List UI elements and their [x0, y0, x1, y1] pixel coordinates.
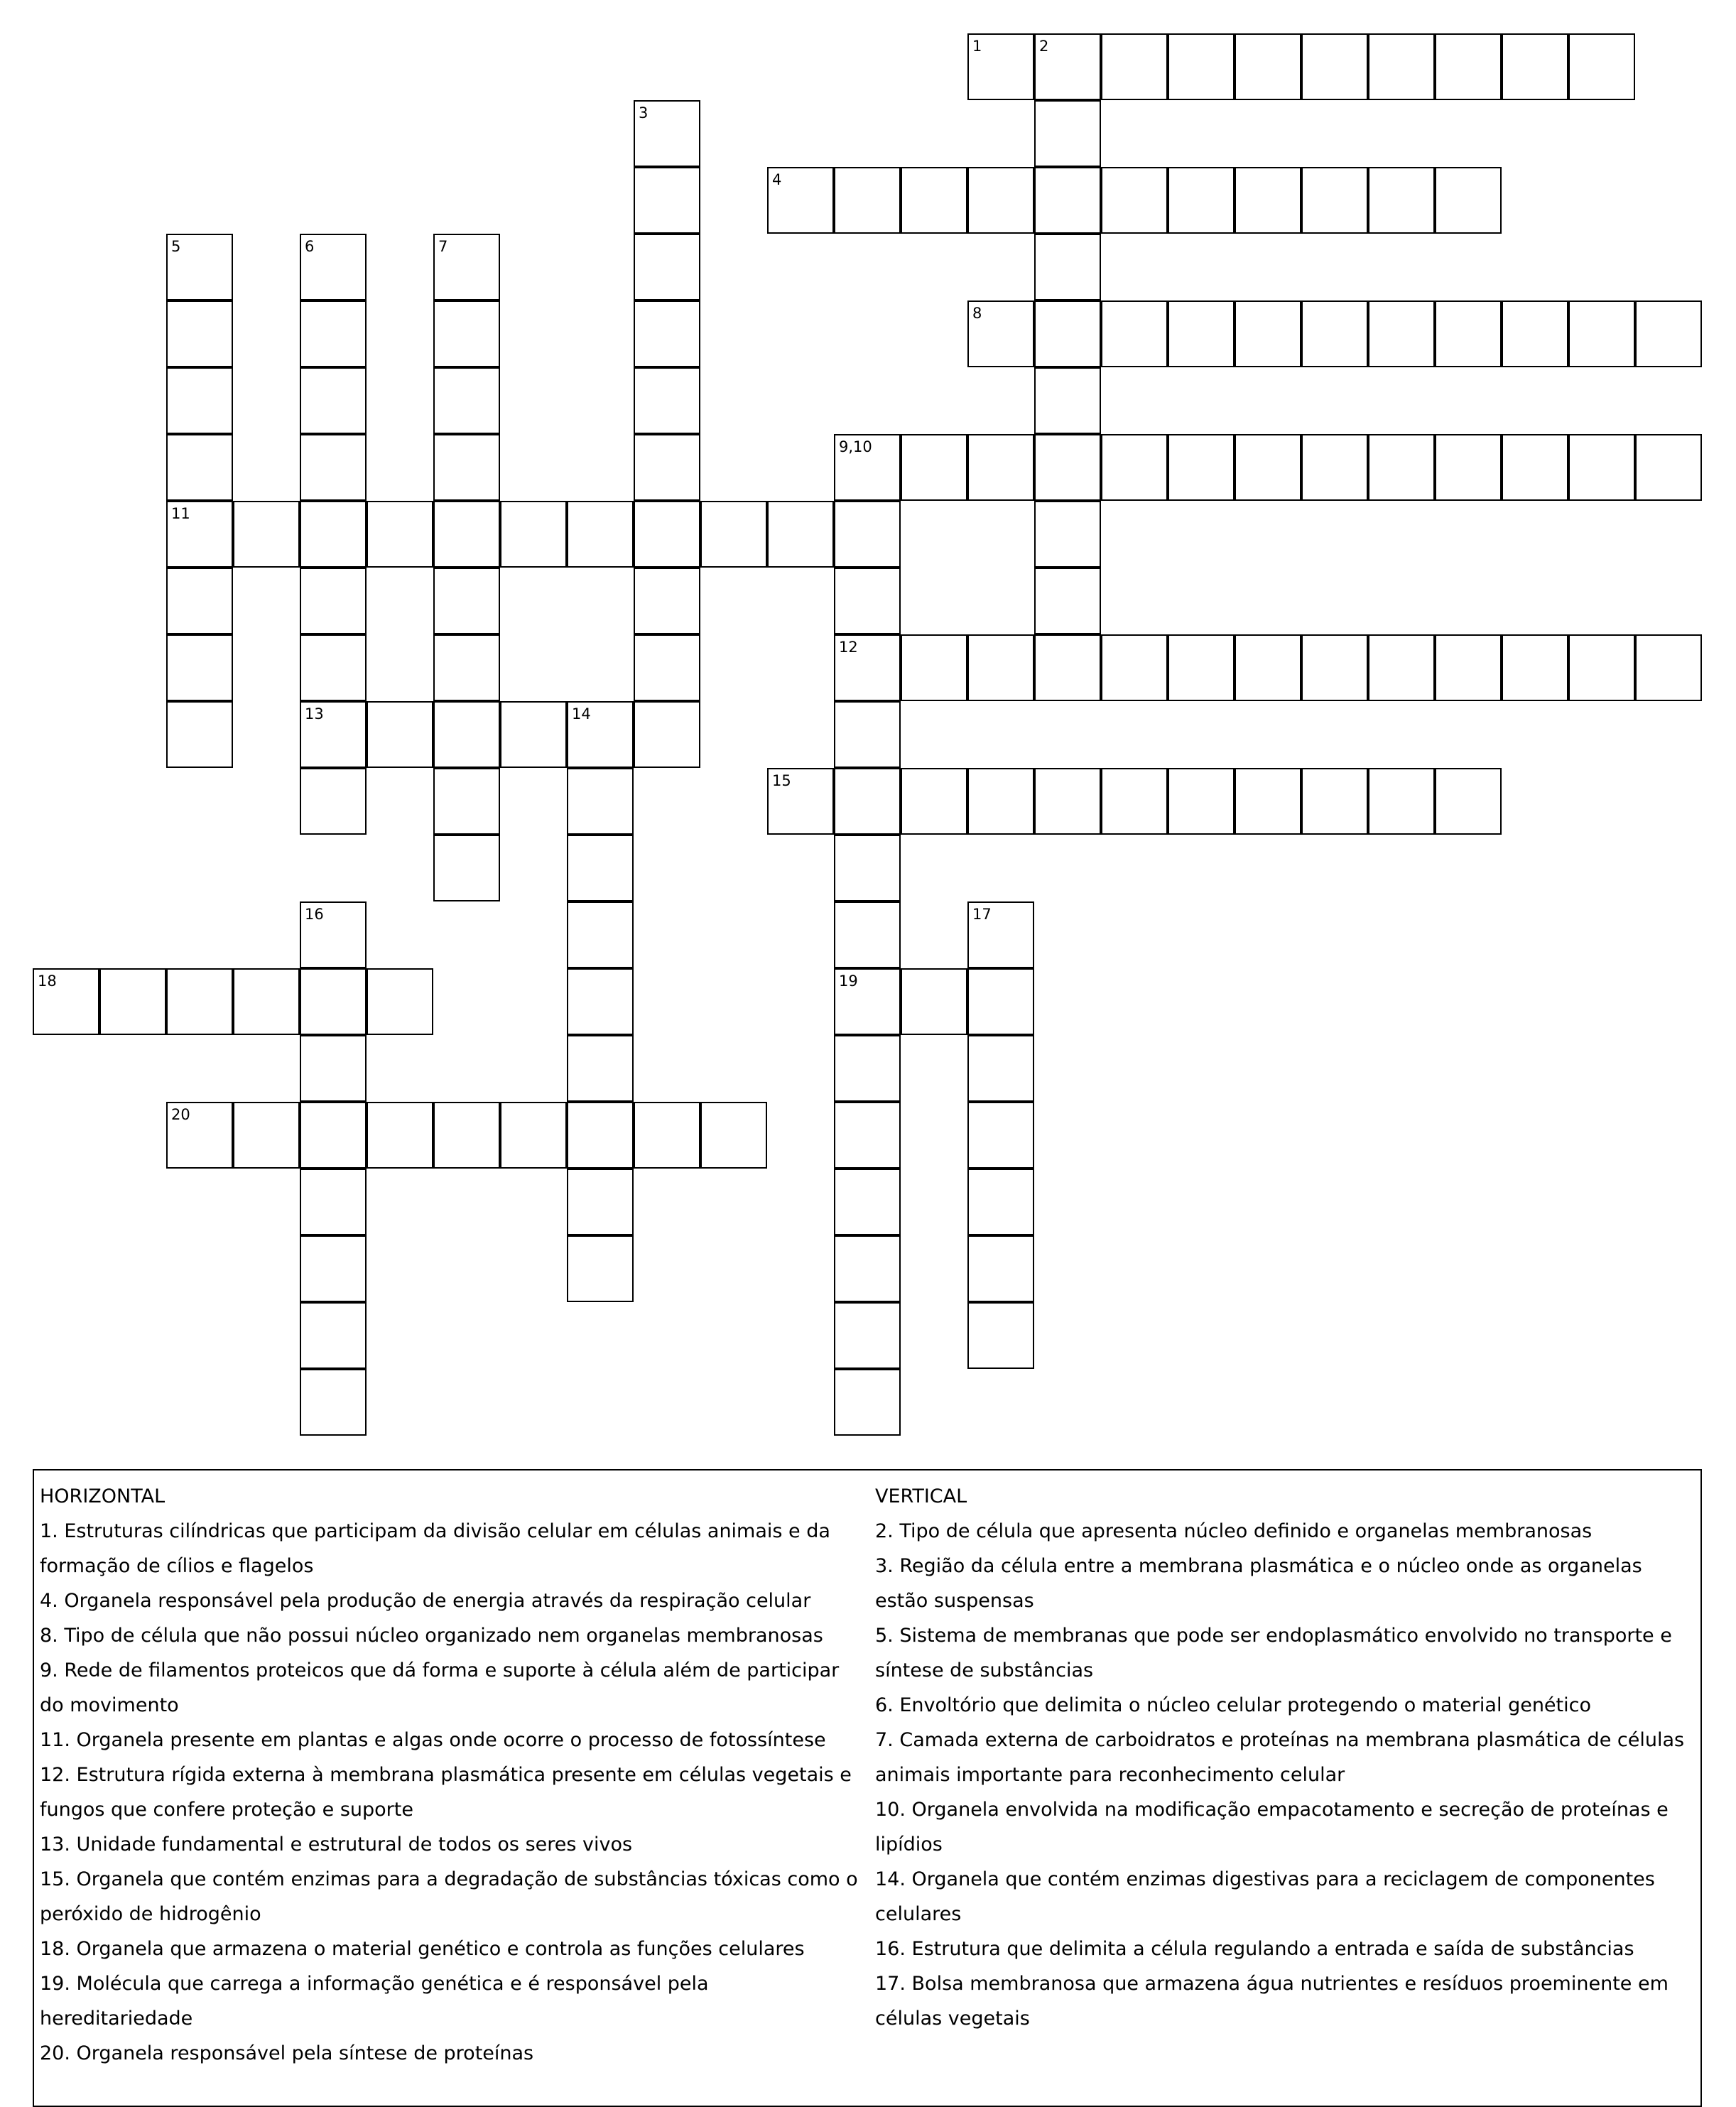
grid-cell[interactable] — [634, 367, 700, 434]
grid-cell[interactable] — [567, 1169, 634, 1235]
grid-cell[interactable] — [1635, 300, 1702, 367]
grid-cell[interactable] — [567, 835, 634, 901]
grid-cell[interactable] — [433, 835, 500, 901]
grid-cell[interactable] — [1368, 768, 1435, 835]
grid-cell[interactable] — [1502, 33, 1568, 100]
grid-cell[interactable] — [834, 568, 901, 634]
grid-cell[interactable] — [634, 167, 700, 234]
grid-cell[interactable] — [834, 901, 901, 968]
grid-cell[interactable] — [834, 1302, 901, 1369]
grid-cell[interactable] — [567, 901, 634, 968]
grid-cell[interactable] — [1034, 234, 1101, 300]
grid-cell[interactable] — [567, 501, 634, 568]
grid-cell[interactable] — [1101, 768, 1168, 835]
clue-v5: 5. Sistema de membranas que pode ser endoplasmático envolvido no transporte e síntese de substâncias — [875, 1625, 1672, 1681]
grid-cell[interactable] — [300, 1369, 367, 1436]
grid-cell[interactable] — [99, 968, 166, 1035]
clue-number: 20 — [171, 1106, 190, 1123]
clue-v6: 6. Envoltório que delimita o núcleo celular protegendo o material genético — [875, 1694, 1591, 1716]
grid-cell[interactable] — [834, 434, 901, 501]
grid-cell[interactable] — [1502, 434, 1568, 501]
clue-v2: 2. Tipo de célula que apresenta núcleo definido e organelas membranosas — [875, 1520, 1593, 1542]
grid-cell[interactable] — [300, 300, 367, 367]
grid-cell[interactable] — [967, 768, 1034, 835]
grid-cell[interactable] — [1034, 100, 1101, 167]
clue-number: 4 — [772, 171, 782, 188]
grid-cell[interactable] — [834, 634, 901, 701]
grid-cell[interactable] — [433, 367, 500, 434]
clue-h20: 20. Organela responsável pela síntese de proteínas — [40, 2042, 534, 2064]
grid-cell[interactable] — [967, 1235, 1034, 1302]
clue-number: 5 — [171, 238, 181, 255]
grid-cell[interactable] — [1034, 568, 1101, 634]
grid-cell[interactable] — [1034, 634, 1101, 701]
grid-cell[interactable] — [1168, 768, 1235, 835]
grid-cell[interactable] — [166, 501, 233, 568]
grid-cell[interactable] — [1301, 167, 1368, 234]
grid-cell[interactable] — [433, 568, 500, 634]
grid-cell[interactable] — [834, 835, 901, 901]
grid-cell[interactable] — [300, 1169, 367, 1235]
grid-cell[interactable] — [367, 501, 433, 568]
grid-cell[interactable] — [834, 1369, 901, 1436]
grid-cell[interactable] — [1435, 33, 1502, 100]
grid-cell[interactable] — [1168, 167, 1235, 234]
grid-cell[interactable] — [634, 501, 700, 568]
grid-cell[interactable] — [433, 634, 500, 701]
grid-cell[interactable] — [300, 234, 367, 300]
horizontal-clues — [40, 1479, 864, 2071]
grid-cell[interactable] — [567, 968, 634, 1035]
grid-cell[interactable] — [834, 968, 901, 1035]
grid-cell[interactable] — [567, 768, 634, 835]
clue-number: 3 — [639, 104, 649, 121]
grid-cell[interactable] — [967, 901, 1034, 968]
grid-cell[interactable] — [834, 701, 901, 768]
grid-cell[interactable] — [967, 1102, 1034, 1169]
grid-cell[interactable] — [433, 768, 500, 835]
grid-cell[interactable] — [901, 634, 967, 701]
clue-number: 8 — [972, 305, 982, 322]
grid-cell[interactable] — [1368, 634, 1435, 701]
grid-cell[interactable] — [166, 300, 233, 367]
grid-cell[interactable] — [1301, 634, 1368, 701]
grid-cell[interactable] — [1635, 634, 1702, 701]
clue-number: 18 — [38, 973, 57, 990]
clue-h9: 9. Rede de filamentos proteicos que dá forma e suporte à célula além de participar do movimento — [40, 1659, 840, 1716]
grid-cell[interactable] — [901, 167, 967, 234]
grid-cell[interactable] — [700, 1102, 767, 1169]
grid-cell[interactable] — [300, 501, 367, 568]
clue-v7: 7. Camada externa de carboidratos e proteínas na membrana plasmática de células animais importante para reconhecimento celular — [875, 1729, 1685, 1786]
grid-cell[interactable] — [834, 1035, 901, 1102]
clue-number: 15 — [772, 772, 791, 789]
clue-number: 6 — [305, 238, 315, 255]
grid-cell[interactable] — [1502, 300, 1568, 367]
grid-cell[interactable] — [1168, 33, 1235, 100]
clue-h11: 11. Organela presente em plantas e algas onde ocorre o processo de fotossíntese — [40, 1729, 826, 1751]
grid-cell[interactable] — [1034, 501, 1101, 568]
grid-cell[interactable] — [166, 434, 233, 501]
grid-cell[interactable] — [1568, 33, 1635, 100]
grid-cell[interactable] — [433, 501, 500, 568]
grid-cell[interactable] — [300, 901, 367, 968]
clue-h18: 18. Organela que armazena o material genético e controla as funções celulares — [40, 1938, 805, 1960]
grid-cell[interactable] — [1301, 768, 1368, 835]
grid-cell[interactable] — [166, 367, 233, 434]
clue-number: 17 — [972, 906, 992, 923]
clue-h15: 15. Organela que contém enzimas para a degradação de substâncias tóxicas como o peróxido de hidrogênio — [40, 1868, 858, 1925]
clue-number: 2 — [1039, 38, 1049, 55]
clue-number: 9,10 — [839, 438, 872, 455]
grid-cell[interactable] — [767, 167, 834, 234]
grid-cell[interactable] — [166, 568, 233, 634]
grid-cell[interactable] — [567, 1035, 634, 1102]
grid-cell[interactable] — [967, 434, 1034, 501]
grid-cell[interactable] — [1101, 300, 1168, 367]
clue-h8: 8. Tipo de célula que não possui núcleo organizado nem organelas membranosas — [40, 1625, 823, 1647]
grid-cell[interactable] — [300, 968, 367, 1035]
clue-box — [33, 1469, 1702, 2107]
grid-cell[interactable] — [634, 701, 700, 768]
grid-cell[interactable] — [767, 768, 834, 835]
grid-cell[interactable] — [233, 1102, 300, 1169]
grid-cell[interactable] — [1235, 167, 1301, 234]
grid-cell[interactable] — [700, 501, 767, 568]
grid-cell[interactable] — [834, 1235, 901, 1302]
clue-h19: 19. Molécula que carrega a informação genética e é responsável pela hereditariedade — [40, 1973, 709, 2030]
horizontal-heading: HORIZONTAL — [40, 1485, 166, 1507]
clue-v16: 16. Estrutura que delimita a célula regulando a entrada e saída de substâncias — [875, 1938, 1634, 1960]
clue-number: 16 — [305, 906, 324, 923]
grid-cell[interactable] — [1034, 434, 1101, 501]
grid-cell[interactable] — [967, 33, 1034, 100]
grid-cell[interactable] — [1235, 434, 1301, 501]
clue-number: 7 — [438, 238, 448, 255]
clue-v14: 14. Organela que contém enzimas digestivas para a reciclagem de componentes celulares — [875, 1868, 1655, 1925]
grid-cell[interactable] — [1301, 434, 1368, 501]
grid-cell[interactable] — [1101, 33, 1168, 100]
grid-cell[interactable] — [834, 501, 901, 568]
grid-cell[interactable] — [500, 701, 567, 768]
grid-cell[interactable] — [1235, 768, 1301, 835]
grid-cell[interactable] — [300, 1235, 367, 1302]
clue-h13: 13. Unidade fundamental e estrutural de todos os seres vivos — [40, 1834, 633, 1856]
grid-cell[interactable] — [1168, 634, 1235, 701]
grid-cell[interactable] — [1435, 634, 1502, 701]
grid-cell[interactable] — [1101, 167, 1168, 234]
grid-cell[interactable] — [1101, 434, 1168, 501]
grid-cell[interactable] — [967, 1035, 1034, 1102]
grid-cell[interactable] — [233, 501, 300, 568]
grid-cell[interactable] — [834, 768, 901, 835]
grid-cell[interactable] — [1034, 167, 1101, 234]
clue-number: 14 — [572, 705, 591, 722]
grid-cell[interactable] — [1435, 434, 1502, 501]
grid-cell[interactable] — [634, 634, 700, 701]
grid-cell[interactable] — [967, 634, 1034, 701]
vertical-heading: VERTICAL — [875, 1485, 967, 1507]
grid-cell[interactable] — [1168, 434, 1235, 501]
grid-cell[interactable] — [367, 968, 433, 1035]
clue-h1: 1. Estruturas cilíndricas que participam da divisão celular em células animais e da formação de cílios e flagelos — [40, 1520, 830, 1577]
grid-cell[interactable] — [1301, 33, 1368, 100]
grid-cell[interactable] — [33, 968, 99, 1035]
grid-cell[interactable] — [433, 1102, 500, 1169]
grid-cell[interactable] — [901, 434, 967, 501]
grid-cell[interactable] — [1034, 367, 1101, 434]
clue-number: 12 — [839, 639, 858, 656]
grid-cell[interactable] — [500, 501, 567, 568]
grid-cell[interactable] — [1568, 300, 1635, 367]
grid-cell[interactable] — [1435, 300, 1502, 367]
grid-cell[interactable] — [1235, 33, 1301, 100]
grid-cell[interactable] — [834, 167, 901, 234]
grid-cell[interactable] — [300, 701, 367, 768]
grid-cell[interactable] — [634, 1102, 700, 1169]
clue-v3: 3. Região da célula entre a membrana plasmática e o núcleo onde as organelas estão suspensas — [875, 1555, 1642, 1612]
grid-cell[interactable] — [634, 100, 700, 167]
clue-v10: 10. Organela envolvida na modificação empacotamento e secreção de proteínas e lipídios — [875, 1799, 1669, 1856]
grid-cell[interactable] — [367, 701, 433, 768]
grid-cell[interactable] — [1435, 167, 1502, 234]
grid-cell[interactable] — [433, 300, 500, 367]
grid-cell[interactable] — [1502, 634, 1568, 701]
grid-cell[interactable] — [1635, 434, 1702, 501]
grid-cell[interactable] — [634, 434, 700, 501]
grid-cell[interactable] — [901, 968, 967, 1035]
grid-cell[interactable] — [433, 234, 500, 300]
grid-cell[interactable] — [967, 167, 1034, 234]
grid-cell[interactable] — [233, 968, 300, 1035]
grid-cell[interactable] — [1368, 167, 1435, 234]
grid-cell[interactable] — [834, 1169, 901, 1235]
grid-cell[interactable] — [300, 768, 367, 835]
grid-cell[interactable] — [300, 568, 367, 634]
grid-cell[interactable] — [1034, 33, 1101, 100]
grid-cell[interactable] — [300, 1102, 367, 1169]
grid-cell[interactable] — [1034, 300, 1101, 367]
grid-cell[interactable] — [901, 768, 967, 835]
grid-cell[interactable] — [300, 634, 367, 701]
clue-h12: 12. Estrutura rígida externa à membrana plasmática presente em células vegetais e fungos que confere proteção e suporte — [40, 1764, 852, 1821]
grid-cell[interactable] — [1368, 300, 1435, 367]
clue-number: 11 — [171, 505, 190, 522]
grid-cell[interactable] — [967, 1169, 1034, 1235]
grid-cell[interactable] — [166, 234, 233, 300]
grid-cell[interactable] — [1301, 300, 1368, 367]
grid-cell[interactable] — [1568, 634, 1635, 701]
grid-cell[interactable] — [634, 568, 700, 634]
grid-cell[interactable] — [567, 1235, 634, 1302]
grid-cell[interactable] — [433, 434, 500, 501]
grid-cell[interactable] — [300, 434, 367, 501]
vertical-clues — [875, 1479, 1692, 2036]
grid-cell[interactable] — [567, 1102, 634, 1169]
grid-cell[interactable] — [1235, 300, 1301, 367]
grid-cell[interactable] — [1435, 768, 1502, 835]
clue-number: 13 — [305, 705, 324, 722]
grid-cell[interactable] — [967, 1302, 1034, 1369]
grid-cell[interactable] — [500, 1102, 567, 1169]
grid-cell[interactable] — [367, 1102, 433, 1169]
grid-cell[interactable] — [166, 634, 233, 701]
grid-cell[interactable] — [967, 968, 1034, 1035]
grid-cell[interactable] — [634, 300, 700, 367]
grid-cell[interactable] — [1168, 300, 1235, 367]
clue-number: 1 — [972, 38, 982, 55]
clue-number: 19 — [839, 973, 858, 990]
grid-cell[interactable] — [767, 501, 834, 568]
grid-cell[interactable] — [967, 300, 1034, 367]
grid-cell[interactable] — [166, 1102, 233, 1169]
grid-cell[interactable] — [834, 1102, 901, 1169]
grid-cell[interactable] — [166, 968, 233, 1035]
grid-cell[interactable] — [1368, 434, 1435, 501]
grid-cell[interactable] — [567, 701, 634, 768]
grid-cell[interactable] — [433, 701, 500, 768]
grid-cell[interactable] — [1034, 768, 1101, 835]
grid-cell[interactable] — [1101, 634, 1168, 701]
clue-v17: 17. Bolsa membranosa que armazena água nutrientes e resíduos proeminente em células vegetais — [875, 1973, 1669, 2030]
grid-cell[interactable] — [300, 367, 367, 434]
grid-cell[interactable] — [1568, 434, 1635, 501]
grid-cell[interactable] — [300, 1302, 367, 1369]
grid-cell[interactable] — [634, 234, 700, 300]
grid-cell[interactable] — [166, 701, 233, 768]
grid-cell[interactable] — [1368, 33, 1435, 100]
clue-h4: 4. Organela responsável pela produção de energia através da respiração celular — [40, 1590, 811, 1612]
grid-cell[interactable] — [300, 1035, 367, 1102]
grid-cell[interactable] — [1235, 634, 1301, 701]
